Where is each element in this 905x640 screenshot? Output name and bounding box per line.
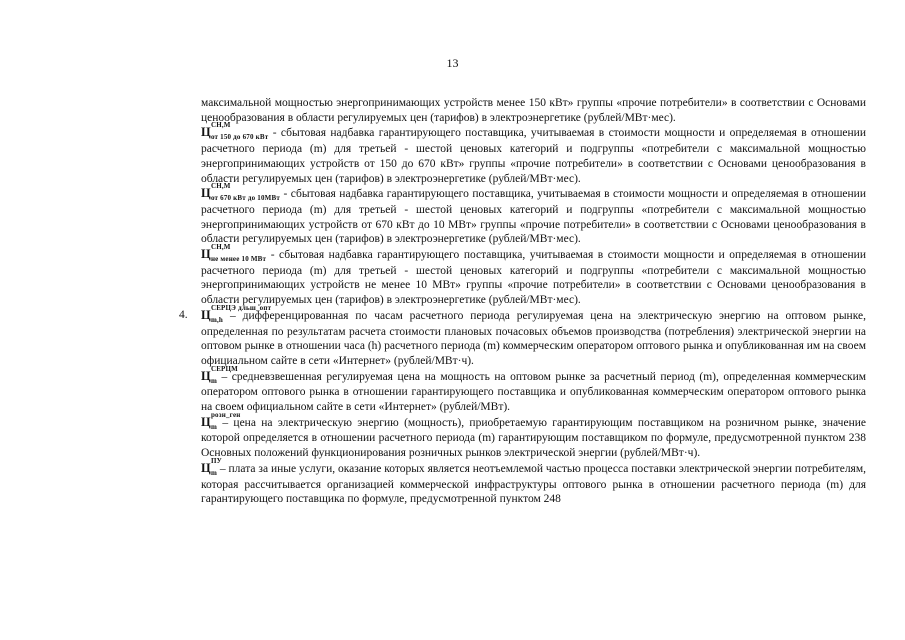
page-number: 13 [446, 56, 459, 70]
formula-symbol: Ц СН,М $_{от 150 до 670 кВт}$ [201, 121, 269, 142]
formula-symbol: Ц СН,М $_{от 670 кВт до 10МВт}$ [201, 182, 280, 203]
formula-symbol: Ц СЕРЦЭ дльш_опт $_{m,h}$ [201, 303, 272, 324]
formula-symbol: Ц СН,М $_{не менее 10 МВт}$ [201, 243, 267, 264]
formula-symbol: Ц розн_ген $_m$ [201, 410, 241, 431]
document-body [179, 96, 866, 507]
formula-symbol: Ц СЕРЦМ $_m$ [201, 364, 238, 385]
formula-symbol: Ц ПУ $_m$ [201, 456, 222, 477]
definition-paragraph: Ц СЕРЦМ $_m$ – средневзвешенная регулируемая цена на мощность на оптовом рынке за расчетный период (m), определенная коммерческим оператором оптового рынка в отношении гарантирующего поставщика и опубликованная коммерческим оператором оптового рынка на своем официальном сайте в сети «Интернет» (рублей/МВт). [201, 364, 866, 414]
definition-paragraph: Ц ПУ $_m$ – плата за иные услуги, оказание которых является неотъемлемой частью процесса поставки электрической энергии потребителям, которая рассчитывается организацией коммерческой инфраструктуры оптового рынка в отношении расчетного периода (m) для гарантирующего поставщика по формуле, предусмотренной пунктом 248 [201, 456, 866, 506]
definition-paragraph: Ц СН,М $_{от 670 кВт до 10МВт}$ - сбытовая надбавка гарантирующего поставщика, учитываемая в стоимости мощности и определяемая в отношении расчетного периода (m) для третьей - шестой ценовых категорий и подгруппы «потребители с максимальной мощностью энергопринимающих устройств от 670 кВт до 10 МВт» группы «прочие потребители» в соответствии с Основами ценообразования в области регулируемых цен (тарифов) в электроэнергетике (рублей/МВт·мес). [201, 182, 866, 246]
intro-fragment: максимальной мощностью энергопринимающих устройств менее 150 кВт» группы «прочие потребители» в соответствии с Основами ценообразования в области регулируемых цен (тарифов) в электроэнергетике (рублей/МВт·мес). [201, 97, 866, 124]
definition-paragraph: Ц СН,М $_{не менее 10 МВт}$ - сбытовая надбавка гарантирующего поставщика, учитываемая в стоимости мощности и определяемая в отношении расчетного периода (m) для третьей - шестой ценовых категорий и подгруппы «потребители с максимальной мощностью энергопринимающих устройств не менее 10 МВт» группы «прочие потребители» в соответствии с Основами ценообразования в области регулируемых цен (тарифов) в электроэнергетике (рублей/МВт·мес). [201, 243, 866, 307]
definition-paragraph: Ц розн_ген $_m$ – цена на электрическую энергию (мощность), приобретаемую гарантирующим поставщиком на розничном рынке, значение которой определяется в отношении расчетного периода (m) гарантирующим поставщиком по формуле, предусмотренной пунктом 238 Основных положений функционирования розничных рынков электрической энергии (рублей/МВт·ч). [201, 410, 866, 460]
definition-paragraph: Ц СЕРЦЭ дльш_опт $_{m,h}$ – дифференцированная по часам расчетного периода регулируемая цена на электрическую энергию на оптовом рынке, определенная по результатам расчета стоимости плановых почасовых объемов производства (потребления) электрической энергии на оптовом рынке в отношении часа (h) расчетного периода (m) коммерческим оператором оптового рынка и опубликованная им на своем официальном сайте в сети «Интернет» (рублей/МВт·ч). [201, 303, 866, 367]
list-marker: 4. [179, 308, 188, 321]
list-item-4 [179, 303, 866, 507]
definition-paragraph: Ц СН,М $_{от 150 до 670 кВт}$ - сбытовая надбавка гарантирующего поставщика, учитываемая в стоимости мощности и определяемая в отношении расчетного периода (m) для третьей - шестой ценовых категорий и подгруппы «потребители с максимальной мощностью энергопринимающих устройств от 150 до 670 кВт» группы «прочие потребители» в соответствии с Основами ценообразования в области регулируемых цен (тарифов) в электроэнергетике (рублей/МВт·мес). [201, 121, 866, 185]
